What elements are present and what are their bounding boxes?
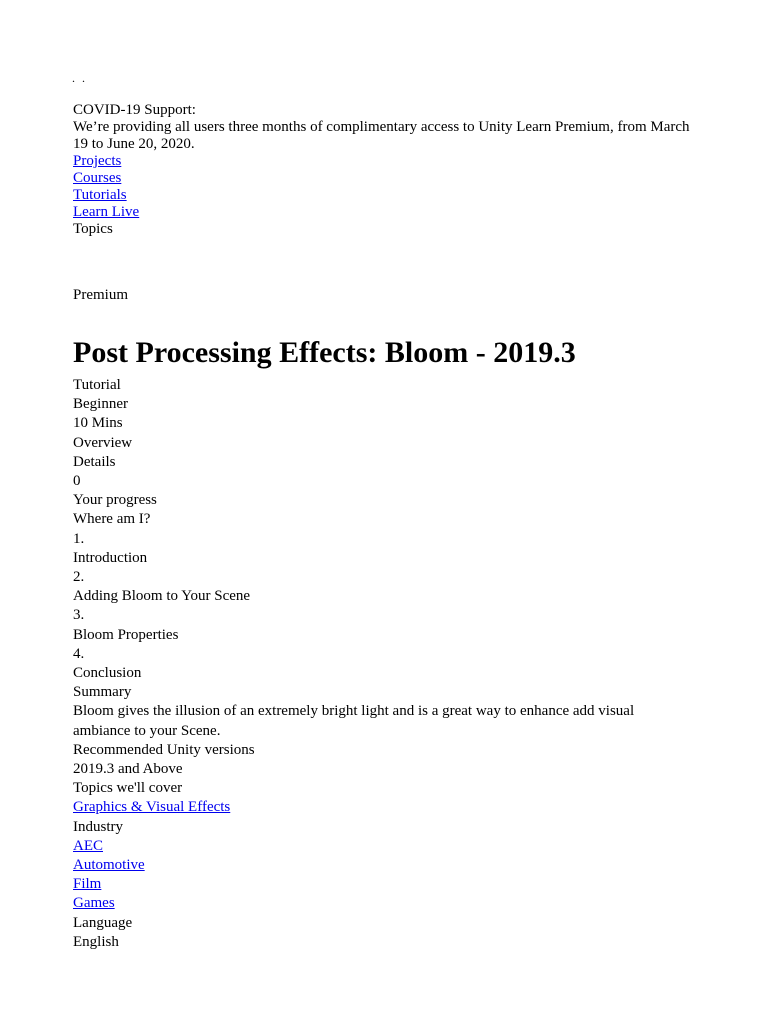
versions-value: 2019.3 and Above [73,761,183,778]
language-heading: Language [73,914,133,931]
topic-link-graphics[interactable]: Graphics & Visual Effects [73,799,231,816]
meta-duration: 10 Mins [73,415,123,432]
topics-heading: Topics we'll cover [73,780,183,797]
tutorial-content [73,376,693,952]
versions-heading: Recommended Unity versions [73,741,255,758]
step-number-3: 3. [73,607,85,624]
top-marker: . . [72,71,87,85]
where-am-i-button[interactable]: Where am I? [73,511,151,528]
industry-link-automotive[interactable]: Automotive [73,857,145,874]
industry-link-games[interactable]: Games [73,895,115,912]
nav-topics[interactable]: Topics [73,221,113,237]
industry-link-aec[interactable]: AEC [73,837,103,854]
meta-type: Tutorial [73,377,121,393]
meta-level: Beginner [73,396,128,413]
step-link-introduction[interactable]: Introduction [73,549,148,566]
nav-courses-link[interactable]: Courses [73,170,122,186]
summary-text: Bloom gives the illusion of an extremely bright light and is a great way to enhance add visual ambiance to your Scene. [73,703,635,739]
industry-link-film[interactable]: Film [73,876,102,893]
industry-heading: Industry [73,818,123,835]
nav-learn-live-link[interactable]: Learn Live [73,204,140,220]
tab-details[interactable]: Details [73,453,116,470]
step-number-4: 4. [73,645,85,662]
covid-heading: COVID-19 Support: [73,102,196,118]
covid-message: We’re providing all users three months of complimentary access to Unity Learn Premium, from March 19 to June 20, 2020. [73,119,690,152]
nav-projects-link[interactable]: Projects [73,153,122,169]
step-link-adding-bloom[interactable]: Adding Bloom to Your Scene [73,588,251,605]
page-title: Post Processing Effects: Bloom - 2019.3 [73,336,576,369]
step-link-bloom-properties[interactable]: Bloom Properties [73,626,179,643]
step-link-conclusion[interactable]: Conclusion [73,665,142,682]
step-number-1: 1. [73,530,85,547]
covid-banner [73,102,693,238]
nav-tutorials-link[interactable]: Tutorials [73,187,127,203]
tab-overview[interactable]: Overview [73,434,133,451]
progress-value: 0 [73,473,81,490]
summary-heading: Summary [73,684,132,701]
step-number-2: 2. [73,569,85,586]
premium-badge: Premium [73,287,128,303]
language-value: English [73,933,119,950]
progress-label: Your progress [73,492,157,509]
